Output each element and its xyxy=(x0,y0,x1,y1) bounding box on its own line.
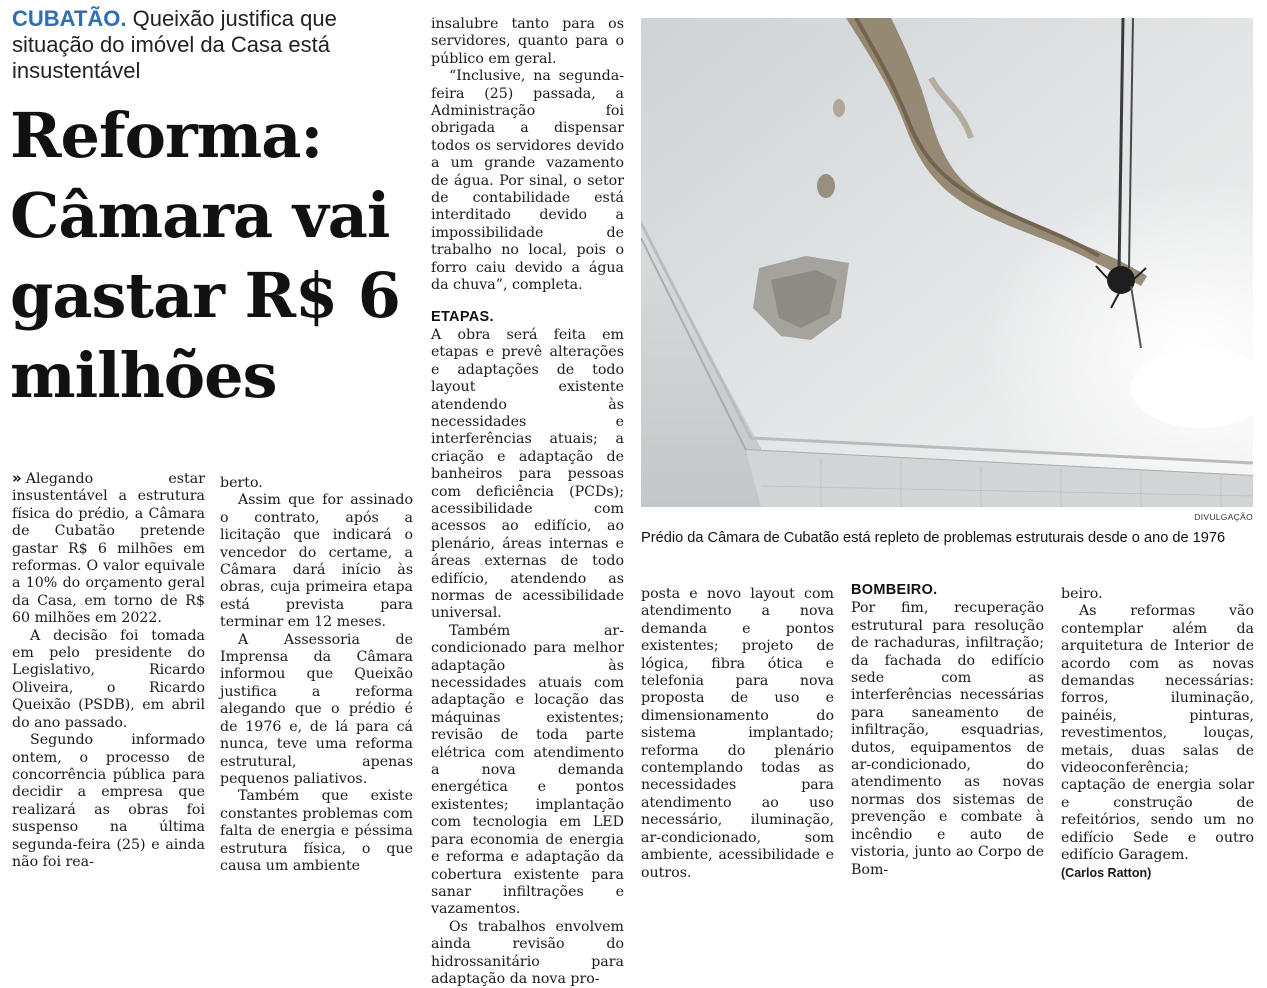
article-column-6 xyxy=(1061,586,1254,882)
paragraph: Também ar-condicionado para melhor adaptação às necessidades atuais com adaptação e locação das máquinas existentes; revisão de toda parte elétrica com atendimento a nova demanda energética e pontos existentes; implantação com tecnologia em LED para economia de energia e reforma e adaptação da cobertura existente para sanar infiltrações e vazamentos. xyxy=(431,622,624,918)
paragraph: Os trabalhos envolvem ainda revisão do hidrossanitário para adaptação da nova pro- xyxy=(431,918,624,987)
kicker-city-tag: CUBATÃO. xyxy=(12,6,127,31)
paragraph: Segundo informado ontem, o processo de concorrência pública para decidir a empresa que realizará as obras foi suspenso na última segunda-feira (25) e ainda não foi rea- xyxy=(12,732,205,870)
photo-caption: Prédio da Câmara de Cubatão está repleto de problemas estruturais desde o ano de 1976 xyxy=(641,530,1226,546)
photo-credit: DIVULGAÇÃO xyxy=(1194,512,1253,522)
kicker-text: Queixão justifica que situação do imóvel da Casa está insustentável xyxy=(12,6,337,83)
author-credit: (Carlos Ratton) xyxy=(1061,865,1152,880)
article-column-2 xyxy=(220,475,413,875)
article-column-1 xyxy=(12,470,205,871)
paragraph: A obra será feita em etapas e prevê alterações e adaptações de todo layout existente atendendo às necessidades e interferências atuais; a criação e adaptação de banheiros para pessoas com deficiência (PCDs); acessibilidade com acessos ao edifício, ao plenário, áreas internas e áreas externas de todo edifício, atendendo as normas de acessibilidade universal. xyxy=(431,326,624,622)
article-column-4 xyxy=(641,586,834,882)
paragraph: Por fim, recuperação estrutural para resolução de rachaduras, infiltração; da fachada do edifício sede com as interferências necessárias para saneamento de infiltração, esquadrias, dutos, equipamentos de ar-condicionado, do atendimento as novas normas dos sistemas de prevenção e combate à incêndio e auto de vistoria, junto ao Corpo de Bom- xyxy=(851,600,1044,878)
paragraph: posta e novo layout com atendimento a nova demanda e pontos existentes; projeto de lógica, fibra ótica e telefonia para nova proposta de uso e dimensionamento do sistema implantado; reforma do plenário contemplando todas as necessidades para atendimento ao uso necessário, iluminação, ar-condicionado, som ambiente, acessibilidade e outros. xyxy=(641,586,834,881)
paragraph: insalubre tanto para os servidores, quanto para o público em geral. xyxy=(431,16,624,67)
ceiling-damage-photo xyxy=(641,18,1253,507)
article-column-3 xyxy=(431,16,624,988)
paragraph: Também que existe constantes problemas com falta de energia e péssima estrutura física, o que causa um ambiente xyxy=(220,788,413,874)
paragraph: As reformas vão contemplar além da arquitetura de Interior de acordo com as novas demandas necessárias: forros, iluminação, painéis, pinturas, revestimentos, louças, metais, duas salas de videoconferência; captação de energia solar e construção de refeitórios, sendo um no edifício Sede e outro edifício Garagem. xyxy=(1061,603,1254,864)
paragraph: A decisão foi tomada em pelo presidente do Legislativo, Ricardo Oliveira, o Ricardo Queixão (PSDB), em abril do ano passado. xyxy=(12,627,205,731)
chevron-right-icon: » xyxy=(12,469,22,487)
paragraph: berto. xyxy=(220,475,263,491)
subhead-etapas: ETAPAS. xyxy=(431,308,494,325)
paragraph: » Alegando estar insustentável a estrutura física do prédio, a Câmara de Cubatão pretende gastar R$ 6 milhões em reformas. O valor equivale a 10% do orçamento geral da Casa, em torno de R$ 60 milhões em 2022. xyxy=(12,469,205,627)
article-column-5 xyxy=(851,582,1044,879)
ceiling-photo-illustration xyxy=(641,18,1253,507)
paragraph: beiro. xyxy=(1061,586,1103,602)
headline: Reforma: Câmara vai gastar R$ 6 milhões xyxy=(10,99,400,412)
paragraph: A Assessoria de Imprensa da Câmara informou que Queixão justifica a reforma alegando que o prédio é de 1976 e, de lá para cá nunca, teve uma reforma estrutural, apenas pequenos paliativos. xyxy=(220,631,413,787)
subhead-bombeiro: BOMBEIRO. xyxy=(851,582,938,598)
kicker xyxy=(12,6,412,84)
paragraph: Assim que for assinado o contrato, após a licitação que indicará o vencedor do certame, a Câmara dará início às obras, cuja primeira etapa está prevista para terminar em 12 meses. xyxy=(220,492,413,631)
paragraph: “Inclusive, na segunda-feira (25) passada, a Administração foi obrigada a dispensar todos os servidores devido a um grande vazamento de água. Por sinal, o setor de contabilidade está interditado devido a impossibilidade de trabalho no local, pois o forro caiu devido a água da chuva”, completa. xyxy=(431,68,624,294)
